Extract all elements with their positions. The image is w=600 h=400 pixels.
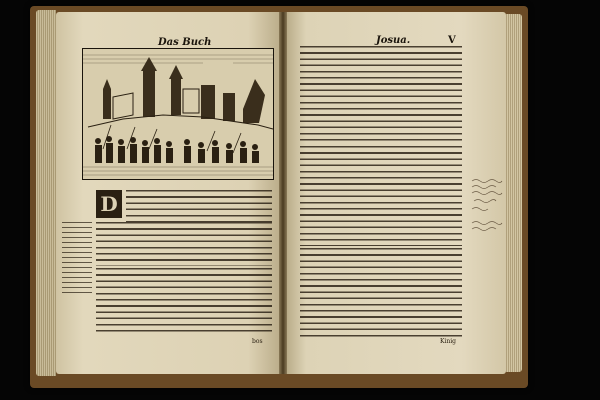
book-gutter (279, 12, 287, 374)
right-text-block-1 (300, 46, 462, 144)
right-text-block-3 (300, 248, 462, 338)
handwritten-marginal-note (470, 175, 504, 239)
left-text-block-1 (126, 190, 272, 222)
right-running-head: Josua. (376, 35, 411, 46)
woodcut-illustration (82, 48, 274, 180)
left-text-block-3 (96, 268, 272, 334)
page-edges-left (36, 10, 56, 376)
right-catchword: Kinig (440, 338, 457, 345)
left-catchword: bos (252, 338, 263, 345)
left-marginal-gloss (62, 222, 92, 294)
decorated-initial: D (96, 190, 122, 218)
left-running-head: Das Buch (158, 37, 212, 48)
folio-number: V (448, 35, 456, 46)
page-edges-right (506, 14, 522, 372)
right-text-block-2 (300, 146, 462, 246)
left-text-block-2 (96, 222, 272, 266)
